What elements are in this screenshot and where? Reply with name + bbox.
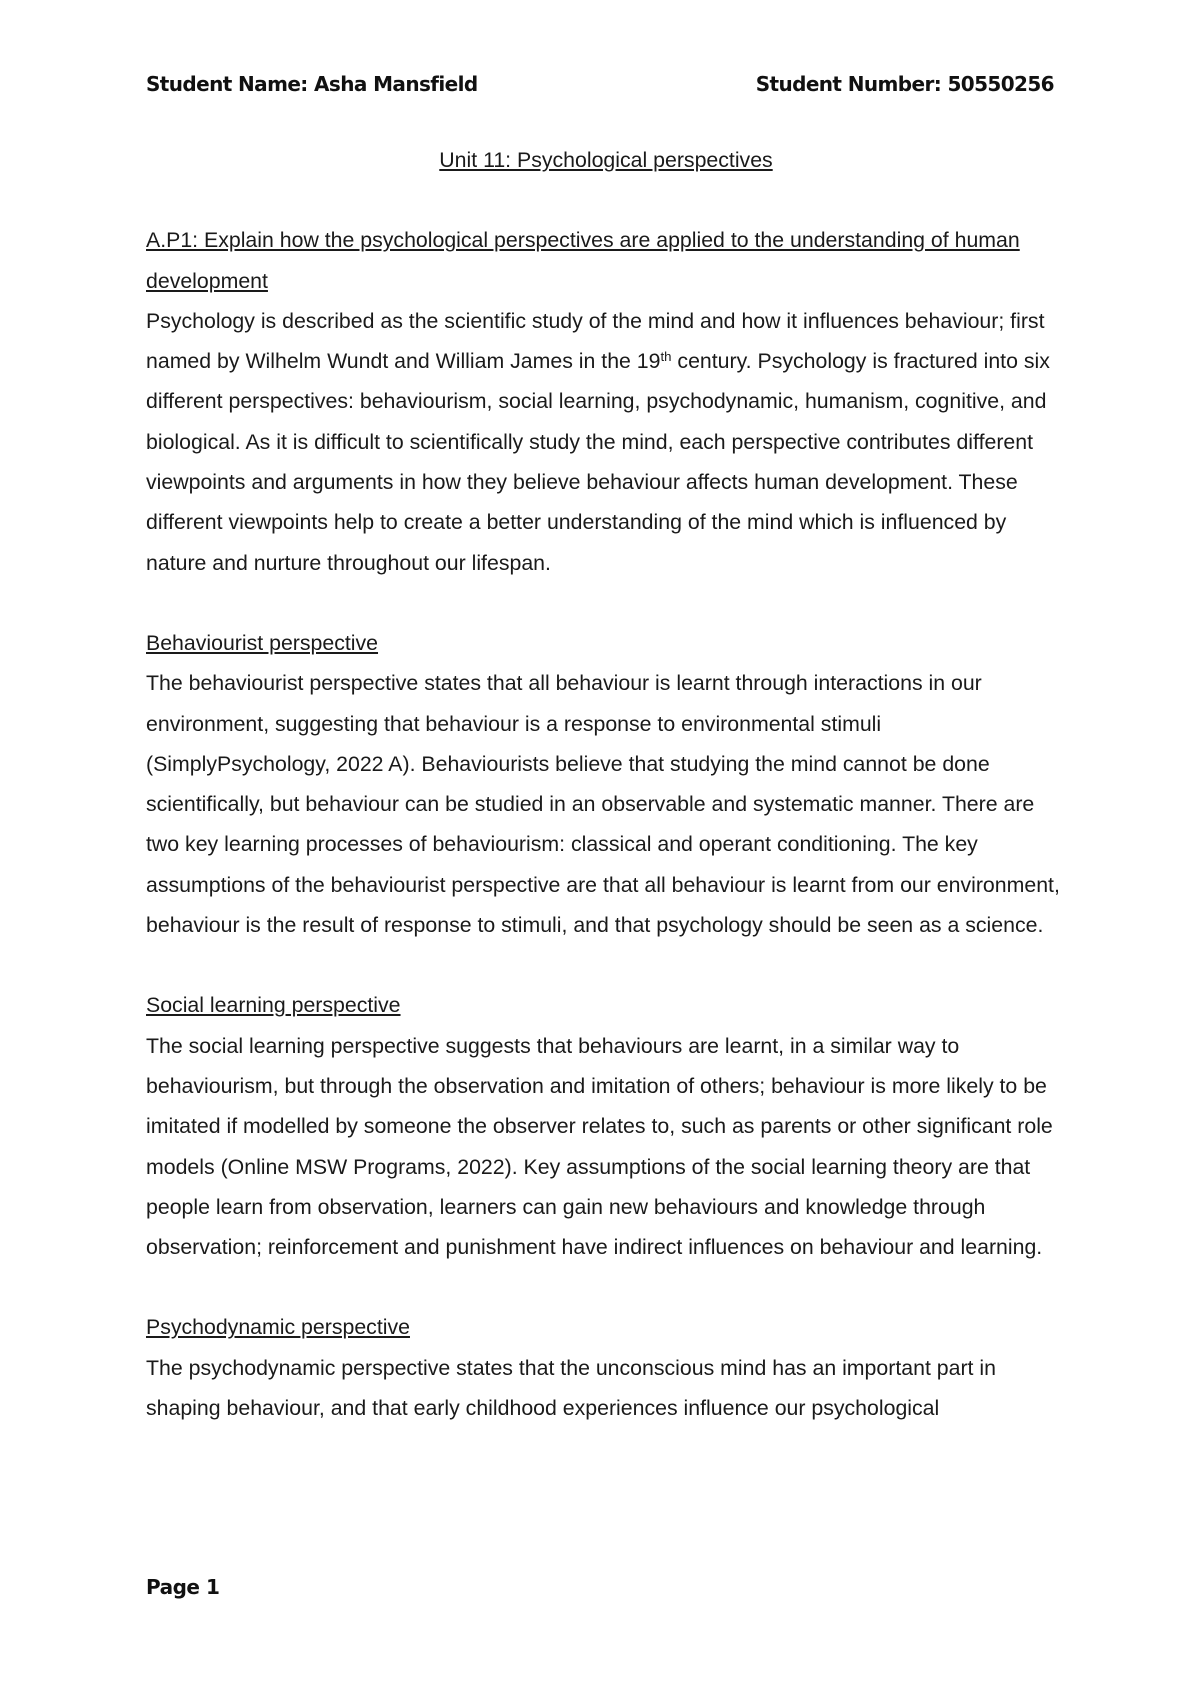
intro-paragraph [146,301,1066,583]
section-text-social-learning: The social learning perspective suggests that behaviours are learnt, in a similar way to behaviourism, but through the observation and imitation of others; behaviour is more likely to be imitated if modelled by someone the observer relates to, such as parents or other significant role models (Online MSW Programs, 2022). Key assumptions of the social learning theory are that people learn from observation, learners can gain new behaviours and knowledge through observation; reinforcement and punishment have indirect influences on behaviour and learning. [146,1033,1053,1260]
section-heading-behaviourist: Behaviourist perspective [146,630,379,655]
page-number: Page 1 [146,1575,220,1599]
intro-text-part1: Psychology is described as the scientific study of the mind and how it influences behaviour; first named by Wilhelm Wundt and William James in the 19 [146,308,1045,374]
ordinal-suffix: th [660,348,672,364]
document-body [146,140,1066,1428]
section-heading-psychodynamic: Psychodynamic perspective [146,1315,410,1340]
section-heading-social-learning: Social learning perspective [146,993,401,1018]
page-header [146,72,1054,96]
section-text-psychodynamic: The psychodynamic perspective states that the unconscious mind has an important part in shaping behaviour, and that early childhood experiences influence our psychological [146,1355,996,1421]
student-name: Student Name: Asha Mansfield [146,72,478,96]
student-number: Student Number: 50550256 [755,72,1054,96]
section-text-behaviourist: The behaviourist perspective states that all behaviour is learnt through interactions in our environment, suggesting that behaviour is a response to environmental stimuli (SimplyPsychology, 2022 A). Behaviourists believe that studying the mind cannot be done scientifically, but behaviour can be studied in an observable and systematic manner. There are two key learning processes of behaviourism: classical and operant conditioning. The key assumptions of the behaviourist perspective are that all behaviour is learnt from our environment, behaviour is the result of response to stimuli, and that psychology should be seen as a science. [146,671,1060,938]
assignment-heading: A.P1: Explain how the psychological perspectives are applied to the understanding of human development [146,228,1020,293]
intro-text-part2: century. Psychology is fractured into six different perspectives: behaviourism, social learning, psychodynamic, humanism, cognitive, and biological. As it is difficult to scientifically study the mind, each perspective contributes different viewpoints and arguments in how they believe behaviour affects human development. These different viewpoints help to create a better understanding of the mind which is influenced by nature and nurture throughout our lifespan. [146,349,1050,575]
document-title: Unit 11: Psychological perspectives [439,148,773,172]
